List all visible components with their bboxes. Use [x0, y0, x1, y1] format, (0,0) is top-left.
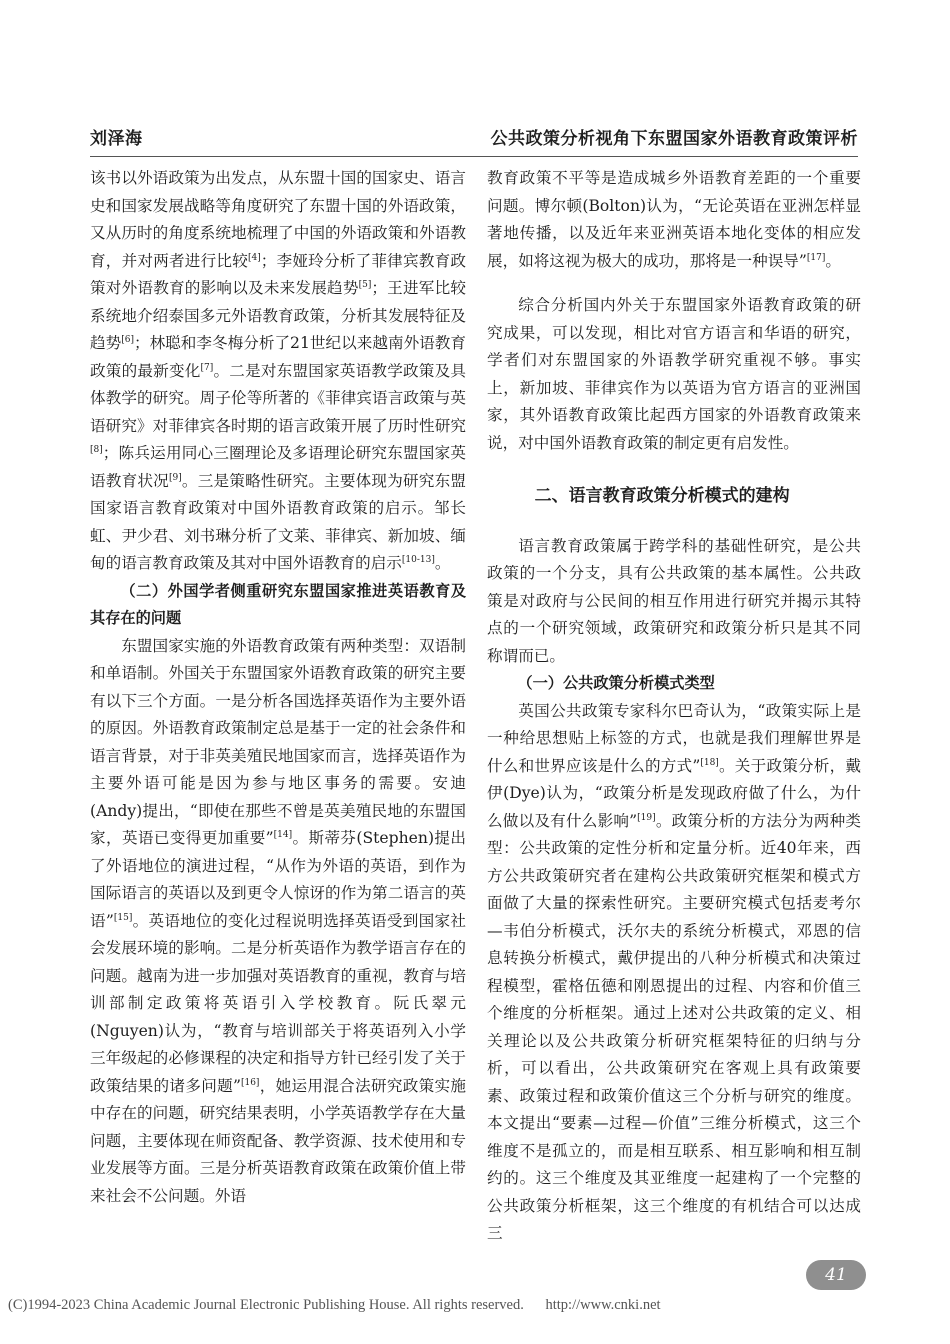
citation-marker: [18]	[700, 757, 719, 768]
citation-marker: [15]	[113, 912, 133, 923]
page-number: 41	[806, 1260, 866, 1290]
paragraph: 综合分析国内外关于东盟国家外语教育政策的研究成果，可以发现，相比对官方语言和华语的研究，学者们对东盟国家的外语教学研究重视不够。事实上，新加坡、菲律宾作为以英语为官方语言的亚洲国家，其外语教育政策比起西方国家的外语教育政策来说，对中国外语教育政策的制定更有启发性。	[487, 296, 861, 452]
paragraph: 英国公共政策专家科尔巴奇认为，“政策实际上是一种给思想贴上标签的方式，也就是我们理解世界是什么和世界应该是什么的方式”[18]。关于政策分析，戴伊(Dye)认为，“政策分析是发现政府做了什么，为什么做以及有什么影响”[19]。政策分析的方法分为两种类型：公共政策的定性分析和定量分析。近40年来，西方公共政策研究者在建构公共政策研究框架和模式方面做了大量的探索性研究。主要研究模式包括麦考尔—韦伯分析模式，沃尔夫的系统分析模式，邓恩的信息转换分析模式，戴伊提出的八种分析模式和决策过程模型，霍格伍德和刚恩提出的过程、内容和价值三个维度的分析框架。通过上述对公共政策的定义、相关理论以及公共政策分析研究框架特征的归纳与分析，可以看出，公共政策研究在客观上具有政策要素、政策过程和政策价值这三个分析与研究的维度。本文提出“要素—过程—价值”三维分析模式，这三个维度不是孤立的，而是相互联系、相互影响和相互制约的。这三个维度及其亚维度一起建构了一个完整的公共政策分析框架，这三个维度的有机结合可以达成三	[487, 701, 861, 1242]
section-heading: 二、语言教育政策分析模式的建构	[534, 486, 790, 506]
footer-url: http://www.cnki.net	[545, 1297, 661, 1313]
citation-marker: [6]	[121, 335, 134, 345]
subheading: （二）外国学者侧重研究东盟国家推进英语教育及其存在的问题	[90, 581, 466, 627]
citation-marker: [14]	[273, 830, 293, 840]
header-rule	[90, 156, 858, 157]
citation-marker: [9]	[168, 472, 182, 483]
citation-marker: [10-13]	[401, 555, 435, 565]
footer	[8, 1297, 661, 1314]
left-column	[90, 165, 466, 1210]
running-header-title: 公共政策分析视角下东盟国家外语教育政策评析	[490, 129, 858, 149]
paragraph: 教育政策不平等是造成城乡外语教育差距的一个重要问题。博尔顿(Bolton)认为，“无论英语在亚洲怎样显著地传播，以及近年来亚洲英语本地化变体的相应发展，如将这视为极大的成功，那将是一种误导”[17]。	[487, 169, 861, 270]
subheading: （一）公共政策分析模式类型	[517, 674, 715, 692]
citation-marker: [8]	[90, 445, 103, 455]
citation-marker: [16]	[240, 1077, 260, 1088]
citation-marker: [19]	[637, 812, 656, 823]
running-header-author: 刘泽海	[90, 129, 143, 149]
paragraph: 该书以外语政策为出发点，从东盟十国的国家史、语言史和国家发展战略等角度研究了东盟十国的外语政策，又从历时的角度系统地梳理了中国的外语政策和外语教育，并对两者进行比较[4]；李娅玲分析了菲律宾教育政策对外语教育的影响以及未来发展趋势[5]；王进军比较系统地介绍泰国多元外语教育政策，分析其发展特征及趋势[6]；林聪和李冬梅分析了21世纪以来越南外语教育政策的最新变化[7]。二是对东盟国家英语教学政策及具体教学的研究。周子伦等所著的《菲律宾语言政策与英语研究》对菲律宾各时期的语言政策开展了历时性研究[8]；陈兵运用同心三圈理论及多语理论研究东盟国家英语教育状况[9]。三是策略性研究。主要体现为研究东盟国家语言教育政策对中国外语教育政策的启示。邹长虹、尹少君、刘书琳分析了文莱、菲律宾、新加坡、缅甸的语言教育政策及其对中国外语教育的启示[10-13]。	[90, 169, 466, 572]
citation-marker: [4]	[248, 252, 261, 263]
citation-marker: [17]	[806, 252, 826, 263]
paragraph: 语言教育政策属于跨学科的基础性研究，是公共政策的一个分支，具有公共政策的基本属性。公共政策是对政府与公民间的相互作用进行研究并揭示其特点的一个研究领域，政策研究和政策分析只是其不同称谓而已。	[487, 536, 861, 665]
right-column	[487, 165, 861, 1248]
citation-marker: [5]	[358, 280, 372, 290]
paragraph: 东盟国家实施的外语教育政策有两种类型：双语制和单语制。外国关于东盟国家外语教育政策的研究主要有以下三个方面。一是分析各国选择英语作为主要外语的原因。外语教育政策制定总是基于一定的社会条件和语言背景，对于非英美殖民地国家而言，选择英语作为主要外语可能是因为参与地区事务的需要。安迪(Andy)提出，“即使在那些不曾是英美殖民地的东盟国家，英语已变得更加重要”[14]。斯蒂芬(Stephen)提出了外语地位的演进过程，“从作为外语的英语，到作为国际语言的英语以及到更令人惊讶的作为第二语言的英语”[15]。英语地位的变化过程说明选择英语受到国家社会发展环境的影响。二是分析英语作为教学语言存在的问题。越南为进一步加强对英语教育的重视，教育与培训部制定政策将英语引入学校教育。阮氏翠元(Nguyen)认为，“教育与培训部关于将英语列入小学三年级起的必修课程的决定和指导方针已经引发了关于政策结果的诸多问题”[16]，她运用混合法研究政策实施中存在的问题，研究结果表明，小学英语教学存在大量问题，主要体现在师资配备、教学资源、技术使用和专业发展等方面。三是分析英语教育政策在政策价值上带来社会不公问题。外语	[90, 636, 466, 1205]
citation-marker: [7]	[200, 362, 214, 373]
footer-copyright: (C)1994-2023 China Academic Journal Electronic Publishing House. All rights reserved.	[8, 1297, 524, 1313]
